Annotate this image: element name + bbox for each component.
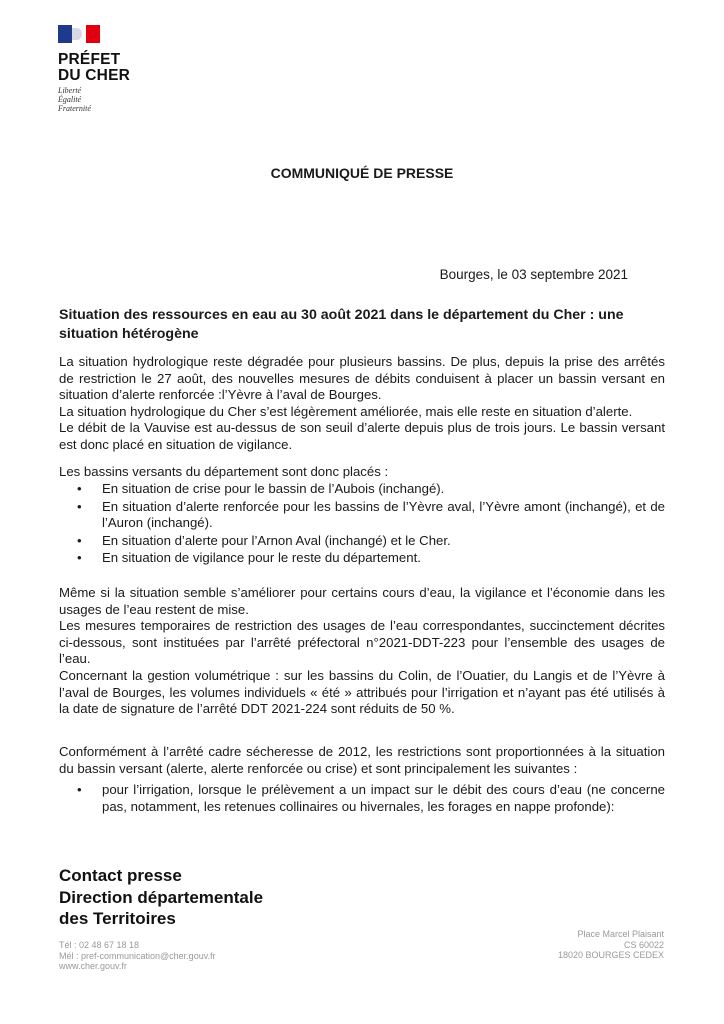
- footer-address: [558, 929, 664, 961]
- address-line: CS 60022: [623, 939, 664, 950]
- address-line: 18020 BOURGES CEDEX: [557, 950, 664, 960]
- contact-line: Direction départementale: [59, 887, 264, 907]
- restrictions-lead: Conformément à l’arrêté cadre sécheresse de 2012, les restrictions sont proportionnées à la situation du bassin versant (alerte, alerte renforcée ou crise) et sont principalement les suivantes :: [59, 744, 665, 776]
- prefecture-logo: [58, 25, 168, 113]
- document-date: Bourges, le 03 septembre 2021: [439, 267, 628, 282]
- list-item: • En situation d’alerte renforcée pour les bassins de l’Yèvre aval, l’Yèvre amont (inchangé), et de l’Auron (inchangé).: [77, 498, 665, 531]
- document-subject: Situation des ressources en eau au 30 août 2021 dans le département du Cher : une situation hétérogène: [59, 307, 624, 342]
- logo-line-2: DU CHER: [58, 67, 131, 84]
- footer-phone: Tél : 02 48 67 18 18: [59, 940, 140, 950]
- contact-line: des Territoires: [59, 909, 176, 928]
- bullet-icon: •: [77, 481, 82, 496]
- marianne-flag-icon: [58, 25, 100, 43]
- basins-list: [59, 481, 665, 567]
- restrictions-list: [59, 782, 665, 815]
- contact-line: Contact presse: [59, 866, 182, 885]
- motto-liberte: Liberté: [58, 86, 82, 95]
- measures-paragraph: Même si la situation semble s’améliorer pour certains cours d’eau, la vigilance et l’économie dans les usages de l’eau restent de mise.: [59, 585, 665, 617]
- measures-paragraph: Concernant la gestion volumétrique : sur les bassins du Colin, de l’Ouatier, du Langis et de l’Yèvre à l’aval de Bourges, les volumes individuels « été » attribués pour l’irrigation et n’ayant pas été utilisés à la date de signature de l’arrêté DDT 2021-224 sont réduits de 50 %.: [59, 667, 665, 717]
- intro-paragraph: La situation hydrologique reste dégradée pour plusieurs bassins. De plus, depuis la prise des arrêtés de restriction le 27 août, des nouvelles mesures de débits conduisent à placer un bassin versant en situation d’alerte renforcée :l’Yèvre à l’aval de Bourges.: [59, 354, 665, 403]
- basins-lead: Les bassins versants du département sont donc placés :: [59, 464, 389, 479]
- measures-paragraph: Les mesures temporaires de restriction des usages de l’eau correspondantes, succinctement décrites ci-dessous, sont instituées par l’arrêté préfectoral n°2021-DDT-223 pour l’ensemble des usages de l’eau.: [59, 618, 665, 667]
- measures-section: [59, 585, 665, 718]
- document-title: COMMUNIQUÉ DE PRESSE: [270, 165, 454, 181]
- intro-section: [59, 354, 665, 454]
- list-item: • En situation de vigilance pour le reste du département.: [77, 550, 421, 566]
- list-item: • En situation de crise pour le bassin de l’Aubois (inchangé).: [77, 481, 445, 496]
- bullet-icon: •: [77, 498, 82, 514]
- list-item: • pour l’irrigation, lorsque le prélèvement a un impact sur le débit des cours d’eau (ne concerne pas, notamment, les retenues collinaires ou hivernales, les forages en nappe profonde):: [77, 782, 665, 814]
- footer-contact-info: [59, 940, 216, 972]
- bullet-icon: •: [77, 782, 82, 797]
- intro-paragraph: La situation hydrologique du Cher s’est légèrement améliorée, mais elle reste en situation d’alerte.: [59, 403, 633, 419]
- press-contact: [59, 865, 263, 930]
- footer-website[interactable]: www.cher.gouv.fr: [59, 961, 127, 971]
- list-item: • En situation d’alerte pour l’Arnon Aval (inchangé) et le Cher.: [77, 532, 451, 548]
- footer-email[interactable]: Mél : pref-communication@cher.gouv.fr: [59, 950, 216, 961]
- motto-egalite: Égalité: [58, 95, 82, 104]
- motto-fraternite: Fraternité: [58, 104, 91, 113]
- bullet-icon: •: [77, 532, 82, 548]
- address-line: Place Marcel Plaisant: [577, 929, 664, 939]
- bullet-icon: •: [77, 550, 82, 566]
- logo-line-1: PRÉFET: [58, 51, 121, 68]
- intro-paragraph: Le débit de la Vauvise est au-dessus de son seuil d’alerte depuis plus de trois jours. Le bassin versant est donc placé en situation de vigilance.: [59, 420, 665, 452]
